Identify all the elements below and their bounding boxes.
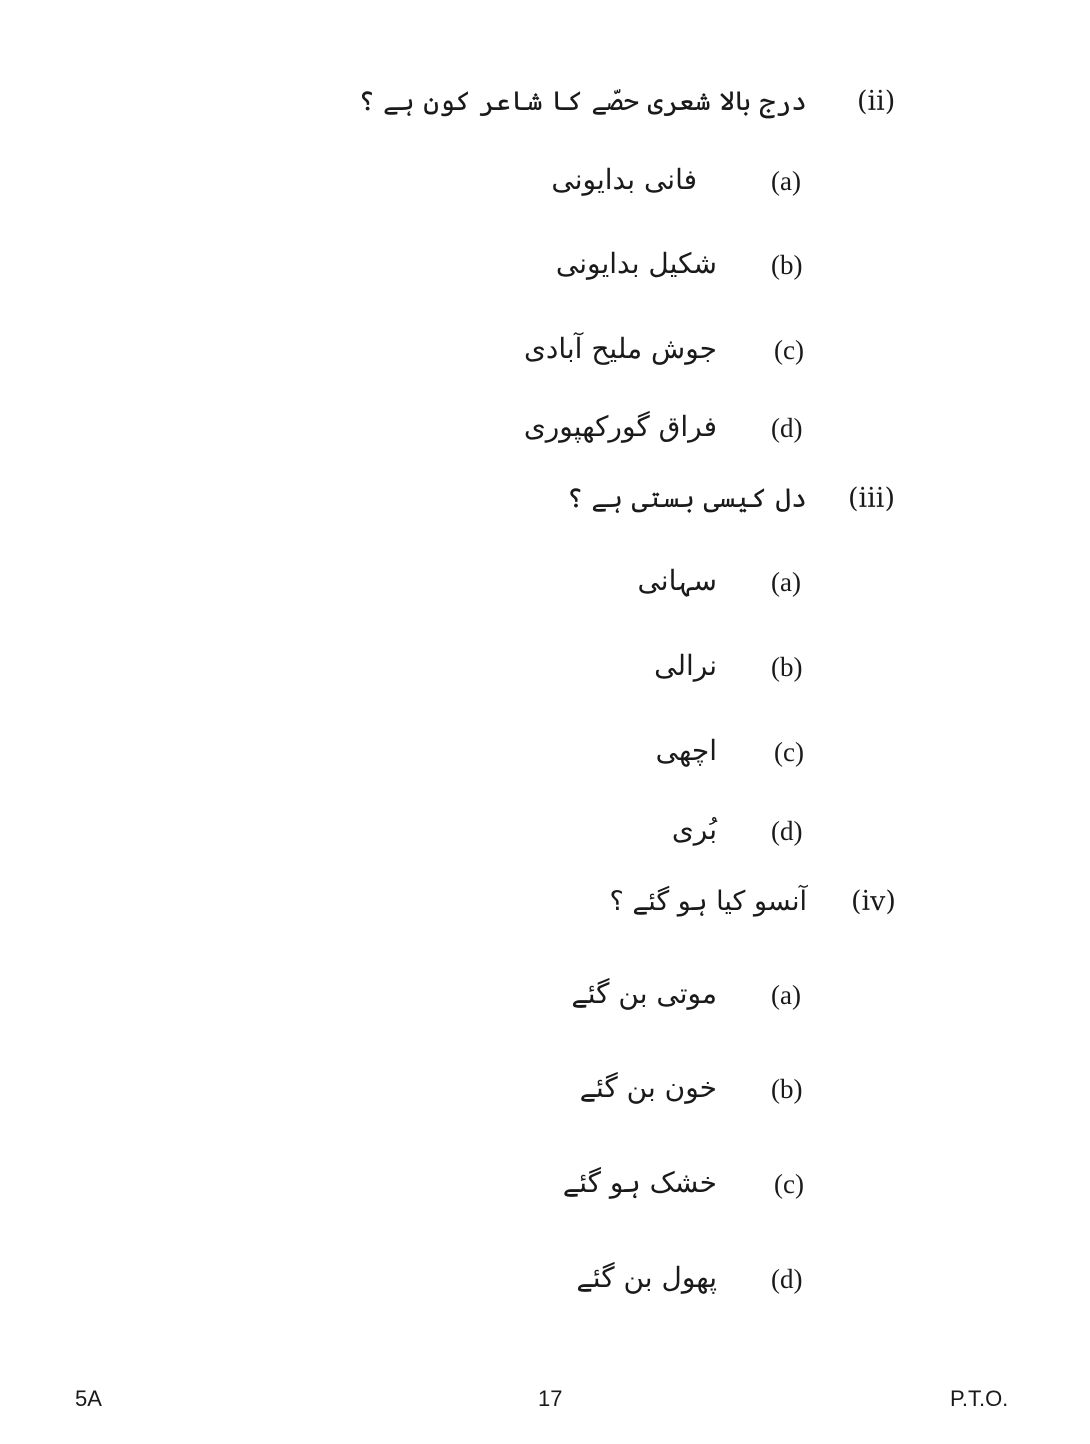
question-number: (iv)	[851, 886, 896, 917]
option-letter: (a)	[771, 166, 801, 196]
option-text: فراق گورکھپوری	[523, 410, 717, 443]
option-letter: (a)	[771, 567, 801, 597]
paper-code: 5A	[75, 1386, 102, 1411]
question-text: دل کیسی بستی ہے ؟	[567, 483, 807, 514]
option-letter: (b)	[771, 1074, 803, 1104]
option-letter: (d)	[771, 413, 803, 443]
option-text: موتی بن گئے	[571, 977, 717, 1010]
option-text: فانی بدایونی	[551, 163, 697, 196]
option-letter: (c)	[774, 737, 804, 767]
option-text: اچھی	[655, 734, 717, 767]
option-text: نرالی	[654, 649, 717, 682]
pto-label: P.T.O.	[950, 1386, 1009, 1411]
option-text: پھول بن گئے	[576, 1261, 717, 1294]
page-number: 17	[538, 1386, 563, 1411]
option-letter: (d)	[771, 1264, 803, 1294]
option-text: خون بن گئے	[579, 1071, 717, 1104]
option-letter: (c)	[774, 1169, 804, 1199]
option-letter: (c)	[774, 335, 804, 365]
option-letter: (d)	[771, 816, 803, 846]
option-text: شکیل بدایونی	[555, 247, 717, 280]
question-text: آنسو کیا ہو گئے ؟	[609, 886, 807, 917]
question-number: (iii)	[848, 483, 895, 514]
option-text: خشک ہو گئے	[562, 1166, 717, 1199]
option-letter: (b)	[771, 250, 803, 280]
option-text: جوش ملیح آبادی	[523, 332, 717, 365]
question-text: درج بالا شعری حصّے کا شاعر کون ہے ؟	[358, 86, 807, 117]
question-number: (ii)	[857, 86, 896, 117]
option-letter: (b)	[771, 652, 803, 682]
option-text: بُری	[671, 813, 717, 846]
option-letter: (a)	[771, 980, 801, 1010]
option-text: سہانی	[637, 564, 717, 597]
